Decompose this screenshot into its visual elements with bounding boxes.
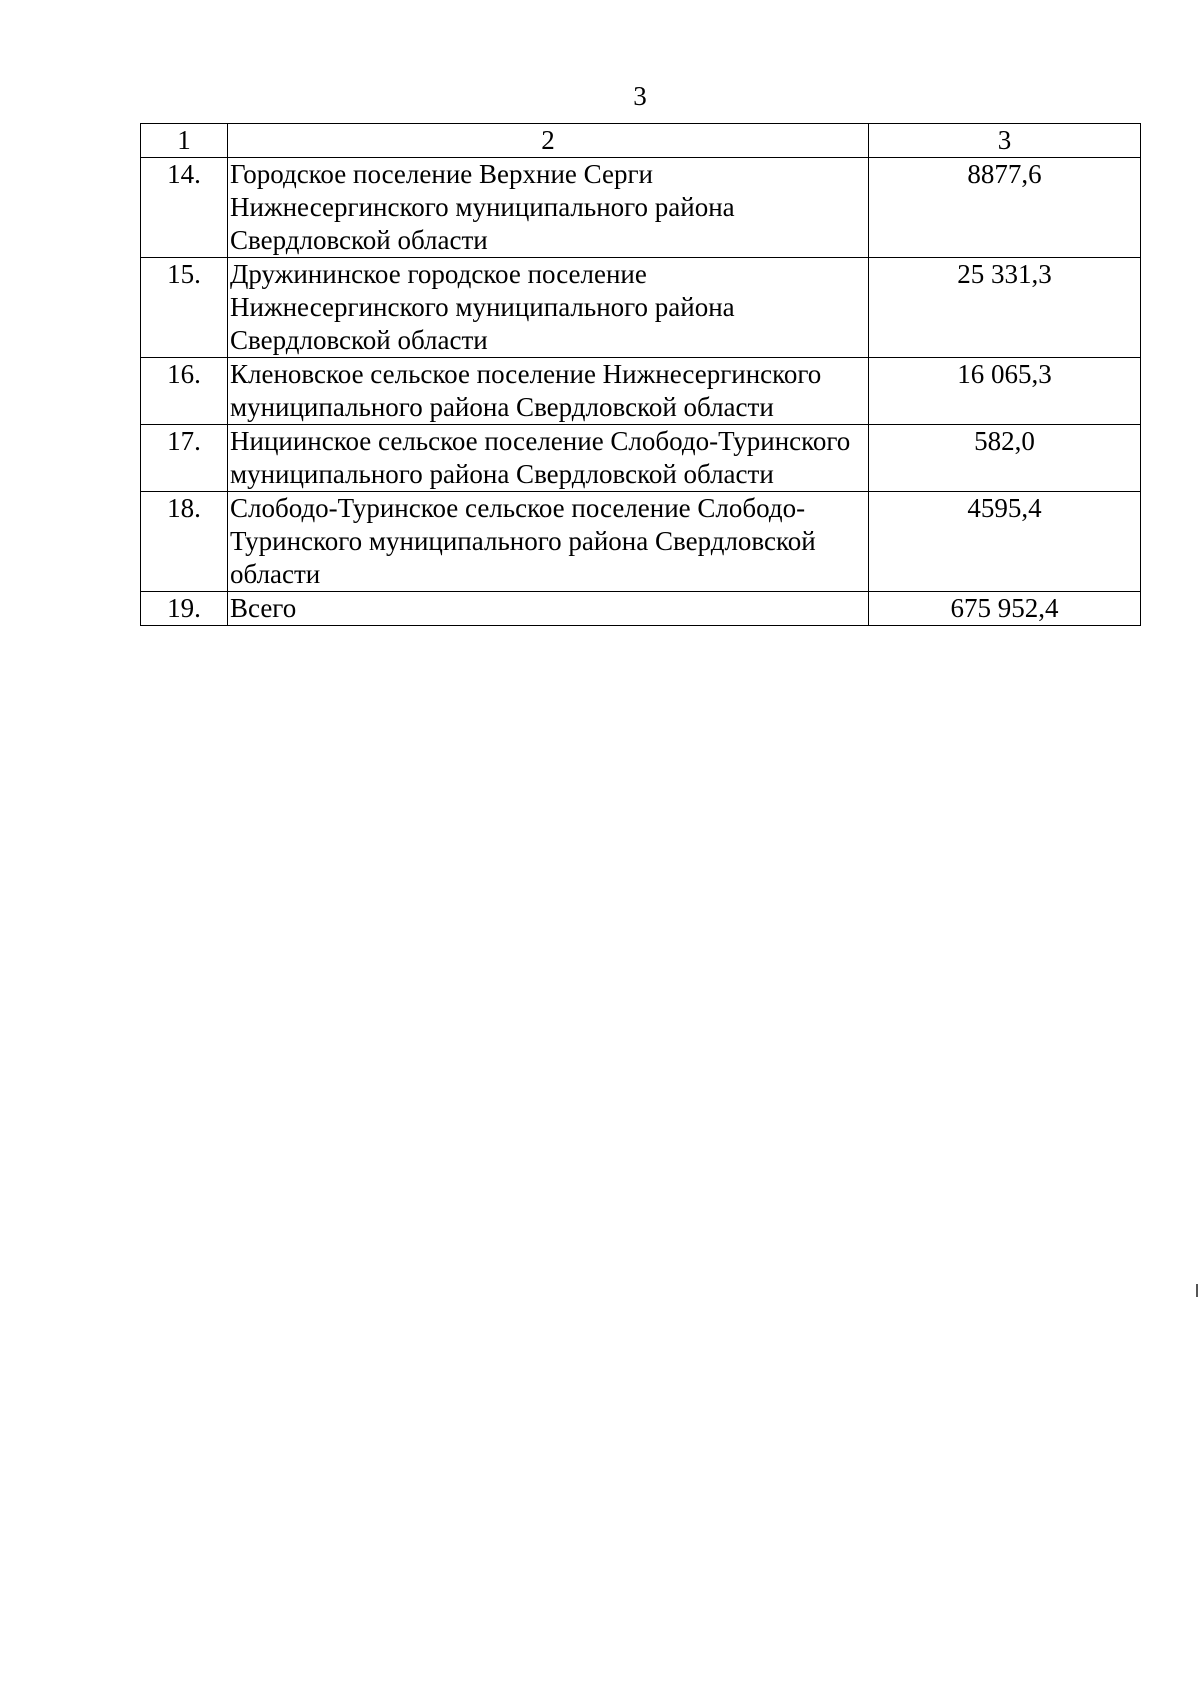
page-number: 3 (633, 81, 647, 111)
column-header-2: 2 (228, 124, 869, 158)
scan-mark (1196, 1284, 1198, 1297)
amount-value: 16 065,3 (869, 358, 1141, 425)
header-row (141, 124, 1141, 158)
municipality-name: Слободо-Туринское сельское поселение Слободо-Туринского муниципального района Свердловской области (228, 492, 869, 592)
table-body (141, 158, 1141, 626)
row-number: 19. (141, 592, 228, 626)
row-number: 18. (141, 492, 228, 592)
table-row (141, 258, 1141, 358)
row-number: 14. (141, 158, 228, 258)
table-row (141, 425, 1141, 492)
amount-value: 8877,6 (869, 158, 1141, 258)
table-header (141, 124, 1141, 158)
table-row (141, 158, 1141, 258)
total-row (141, 592, 1141, 626)
municipality-name: Кленовское сельское поселение Нижнесергинского муниципального района Свердловской области (228, 358, 869, 425)
total-value: 675 952,4 (869, 592, 1141, 626)
amount-value: 582,0 (869, 425, 1141, 492)
column-header-3: 3 (869, 124, 1141, 158)
column-header-1: 1 (141, 124, 228, 158)
total-label: Всего (228, 592, 869, 626)
table-row (141, 492, 1141, 592)
row-number: 15. (141, 258, 228, 358)
municipality-name: Нициинское сельское поселение Слободо-Туринского муниципального района Свердловской области (228, 425, 869, 492)
amount-value: 25 331,3 (869, 258, 1141, 358)
row-number: 16. (141, 358, 228, 425)
municipality-name: Дружининское городское поселение Нижнесергинского муниципального района Свердловской области (228, 258, 869, 358)
allocation-table (140, 123, 1141, 626)
row-number: 17. (141, 425, 228, 492)
amount-value: 4595,4 (869, 492, 1141, 592)
table-row (141, 358, 1141, 425)
municipality-name: Городское поселение Верхние Серги Нижнесергинского муниципального района Свердловской области (228, 158, 869, 258)
